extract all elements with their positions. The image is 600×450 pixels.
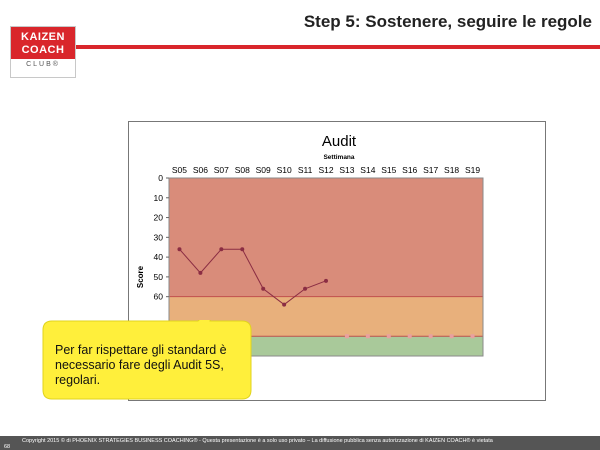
y-tick-label: 10 bbox=[153, 192, 163, 203]
series-0-point bbox=[282, 303, 286, 307]
series-1-point bbox=[471, 334, 475, 338]
series-1-point bbox=[387, 334, 391, 338]
callout-text: Per far rispettare gli standard è necessario fare degli Audit 5S, regolari. bbox=[55, 343, 227, 387]
series-0-point bbox=[261, 287, 265, 291]
x-tick-label: S12 bbox=[318, 165, 334, 175]
series-0-point bbox=[303, 287, 307, 291]
y-tick-label: 50 bbox=[153, 271, 163, 282]
x-tick-label: S15 bbox=[381, 165, 397, 175]
chart-title: Audit bbox=[321, 133, 357, 150]
page-number: 68 bbox=[4, 444, 11, 450]
series-0-point bbox=[219, 247, 223, 251]
x-tick-label: S18 bbox=[444, 165, 460, 175]
x-tick-label: S14 bbox=[360, 165, 376, 175]
x-tick-label: S10 bbox=[276, 165, 292, 175]
slide-title: Step 5: Sostenere, seguire le regole bbox=[303, 12, 592, 31]
kaizen-coach-logo bbox=[10, 26, 76, 78]
logo-line-3: CLUB® bbox=[26, 61, 60, 68]
series-0-point bbox=[240, 247, 244, 251]
y-tick-label: 40 bbox=[153, 252, 163, 263]
series-0-point bbox=[198, 271, 202, 275]
x-tick-label: S13 bbox=[339, 165, 355, 175]
x-tick-label: S11 bbox=[297, 165, 313, 175]
series-1-point bbox=[366, 334, 370, 338]
logo-line-2: COACH bbox=[21, 44, 65, 56]
logo-line-1: KAIZEN bbox=[21, 31, 65, 43]
x-tick-label: S17 bbox=[423, 165, 439, 175]
footer-copyright: Copyright 2015 © di PHOENIX STRATEGIES BUSINESS COACHING® - Questa presentazione è a solo uso privato – La diffusione pubblica senza autorizzazione di KAIZEN COACH® è vietata bbox=[22, 438, 493, 444]
y-axis-label: Score bbox=[136, 265, 145, 289]
y-tick-label: 0 bbox=[158, 173, 163, 183]
x-axis-label: Settimana bbox=[323, 154, 355, 161]
x-tick-label: S09 bbox=[255, 165, 271, 175]
x-tick-label: S16 bbox=[402, 165, 418, 175]
x-tick-label: S19 bbox=[464, 165, 481, 175]
x-tick-label: S06 bbox=[192, 165, 208, 175]
series-1-point bbox=[429, 334, 433, 338]
y-tick-label: 60 bbox=[153, 291, 163, 302]
y-tick-label: 20 bbox=[153, 212, 163, 223]
x-tick-label: S07 bbox=[213, 165, 229, 175]
series-1-point bbox=[345, 334, 349, 338]
x-tick-label: S05 bbox=[171, 165, 188, 175]
logo-red-box bbox=[11, 27, 75, 59]
series-1-point bbox=[450, 334, 454, 338]
y-tick-label: 30 bbox=[153, 232, 163, 243]
header-divider bbox=[76, 45, 600, 49]
series-1-point bbox=[408, 334, 412, 338]
x-tick-label: S08 bbox=[234, 165, 250, 175]
series-0-point bbox=[177, 247, 181, 251]
series-0-point bbox=[324, 279, 328, 283]
